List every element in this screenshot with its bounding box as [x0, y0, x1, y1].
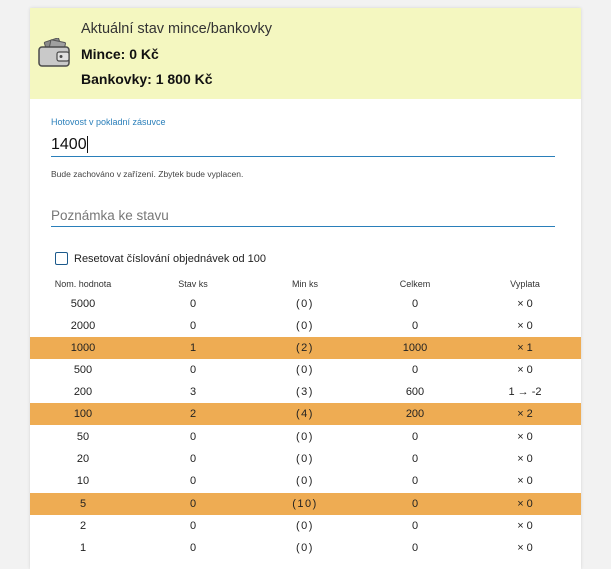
text-cursor: [87, 136, 88, 153]
cell-stock: 0: [189, 520, 197, 532]
table-row: [30, 515, 581, 537]
denomination-table-header: [30, 276, 581, 292]
cell-payout: × 0: [517, 498, 533, 510]
table-row: [30, 470, 581, 492]
cell-stock: 0: [189, 431, 197, 443]
cell-min: (0): [296, 364, 314, 376]
cell-min: (0): [296, 320, 314, 332]
table-row: [30, 337, 581, 359]
cell-stock: 0: [189, 453, 197, 465]
table-row: [30, 381, 581, 403]
cell-min: (0): [296, 298, 314, 310]
cell-payout: 1 → -2: [508, 386, 542, 398]
reset-order-numbering-label: Resetovat číslování objednávek od 100: [74, 253, 267, 265]
cell-total: 0: [411, 320, 419, 332]
column-header-stock: Stav ks: [178, 279, 208, 289]
cell-nominal: 500: [73, 364, 93, 376]
cell-payout: × 0: [517, 520, 533, 532]
cell-nominal: 1000: [70, 342, 96, 354]
cell-nominal: 2000: [70, 320, 96, 332]
cell-total: 0: [411, 520, 419, 532]
cell-min: (10): [292, 498, 318, 510]
wallet-icon: [37, 38, 71, 68]
table-row: [30, 403, 581, 425]
cell-payout: × 2: [517, 408, 533, 420]
cell-stock: 3: [189, 386, 197, 398]
cell-stock: 0: [189, 475, 197, 487]
cell-payout: × 0: [517, 298, 533, 310]
cell-total: 0: [411, 364, 419, 376]
cell-stock: 0: [189, 364, 197, 376]
table-row: [30, 537, 581, 559]
cell-min: (4): [296, 408, 314, 420]
cell-min: (0): [296, 453, 314, 465]
cell-min: (2): [296, 342, 314, 354]
cell-nominal: 2: [79, 520, 87, 532]
cell-total: 1000: [402, 342, 428, 354]
reset-order-numbering-checkbox[interactable]: [55, 252, 68, 265]
cell-min: (0): [296, 475, 314, 487]
cell-nominal: 200: [73, 386, 93, 398]
cell-payout: × 0: [517, 431, 533, 443]
table-row: [30, 315, 581, 337]
column-header-payout: Vyplata: [510, 279, 540, 289]
table-row: [30, 493, 581, 515]
cell-total: 600: [405, 386, 425, 398]
cell-nominal: 20: [76, 453, 90, 465]
cash-in-drawer-input[interactable]: [51, 134, 555, 157]
current-status-header: [30, 8, 581, 99]
table-row: [30, 426, 581, 448]
cell-nominal: 50: [76, 431, 90, 443]
cell-payout: × 0: [517, 453, 533, 465]
cell-min: (3): [296, 386, 314, 398]
cell-total: 0: [411, 498, 419, 510]
cell-min: (0): [296, 542, 314, 554]
cell-total: 0: [411, 298, 419, 310]
cell-stock: 0: [189, 498, 197, 510]
cell-stock: 0: [189, 320, 197, 332]
cell-stock: 0: [189, 542, 197, 554]
cell-nominal: 5: [79, 498, 87, 510]
cell-total: 0: [411, 475, 419, 487]
cell-min: (0): [296, 431, 314, 443]
cell-total: 0: [411, 453, 419, 465]
column-header-total: Celkem: [399, 279, 431, 289]
column-header-nominal: Nom. hodnota: [54, 279, 112, 289]
cell-stock: 1: [189, 342, 197, 354]
cash-hint: Bude zachováno v zařízení. Zbytek bude vyplacen.: [51, 169, 244, 179]
status-title: Aktuální stav mince/bankovky: [81, 21, 273, 37]
cell-stock: 0: [189, 298, 197, 310]
cell-total: 0: [411, 542, 419, 554]
column-header-min: Min ks: [291, 279, 318, 289]
cell-stock: 2: [189, 408, 197, 420]
cell-nominal: 100: [73, 408, 93, 420]
cell-total: 0: [411, 431, 419, 443]
cell-payout: × 1: [517, 342, 533, 354]
cash-status-panel: [30, 8, 581, 569]
table-row: [30, 448, 581, 470]
cash-in-drawer-label: Hotovost v pokladní zásuvce: [51, 117, 166, 127]
cell-payout: × 0: [517, 364, 533, 376]
cell-payout: × 0: [517, 320, 533, 332]
cell-payout: × 0: [517, 542, 533, 554]
cell-payout: × 0: [517, 475, 533, 487]
status-note-input[interactable]: [51, 204, 555, 227]
cell-nominal: 5000: [70, 298, 96, 310]
cell-min: (0): [296, 520, 314, 532]
banknotes-total: Bankovky: 1 800 Kč: [81, 71, 213, 87]
cell-nominal: 1: [79, 542, 87, 554]
cell-nominal: 10: [76, 475, 90, 487]
coins-total: Mince: 0 Kč: [81, 46, 159, 62]
cell-total: 200: [405, 408, 425, 420]
table-row: [30, 293, 581, 315]
table-row: [30, 359, 581, 381]
